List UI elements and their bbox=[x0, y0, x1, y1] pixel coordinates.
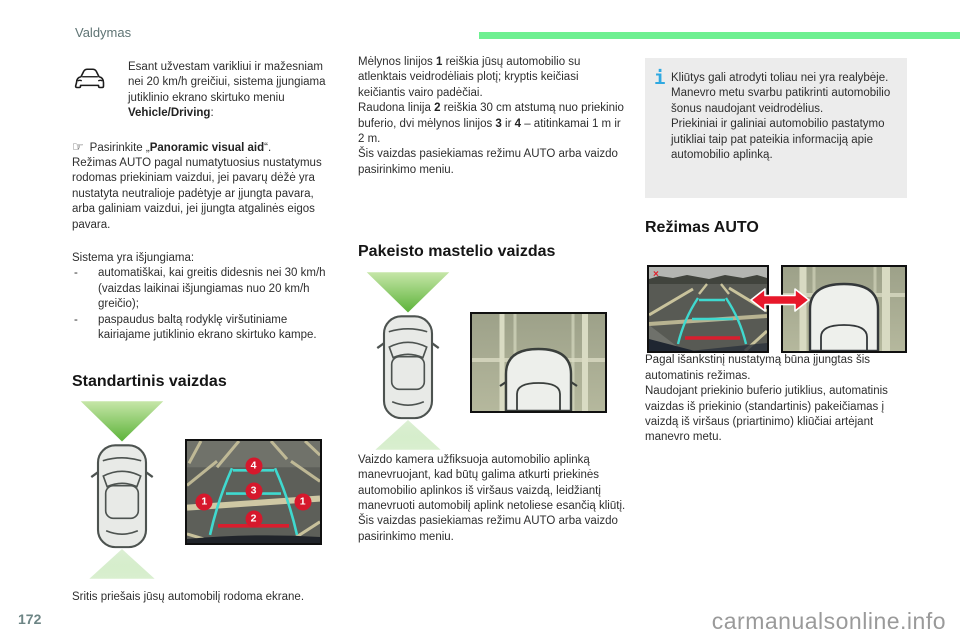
select-option-name: Panoramic visual aid bbox=[149, 141, 265, 154]
close-icon: × bbox=[653, 269, 659, 281]
zoomed-view-paragraph bbox=[358, 453, 628, 545]
note-line: Kliūtys gali atrodyti toliau nei yra realybėje. bbox=[671, 72, 889, 84]
column-right bbox=[645, 58, 907, 446]
standard-view-figure bbox=[72, 401, 334, 581]
marker-ref-4: 4 bbox=[514, 117, 522, 130]
section-label: Valdymas bbox=[75, 25, 132, 40]
text-segment: – atitinkamai 1 m ir 2 m. bbox=[358, 117, 621, 146]
off-title: Sistema yra išjungiama: bbox=[72, 252, 195, 265]
text-segment: Mėlynos linijos bbox=[358, 56, 436, 68]
select-instruction bbox=[72, 139, 334, 233]
guide-line-red bbox=[358, 101, 628, 147]
intro-colon: : bbox=[210, 107, 214, 120]
list-item bbox=[72, 266, 334, 312]
text-segment: Raudona linija bbox=[358, 102, 435, 115]
zoomed-availability: Šis vaizdas pasiekiamas režimu AUTO arba vaizdo pasirinkimo meniu. bbox=[358, 515, 618, 543]
car-top-view-camera-cone bbox=[360, 272, 456, 450]
select-text: Pasirinkite „ bbox=[89, 141, 150, 154]
list-item bbox=[72, 313, 334, 344]
marker-badge-2: 2 bbox=[245, 511, 262, 528]
section-accent-bar bbox=[479, 32, 960, 39]
heading-auto-mode: Režimas AUTO bbox=[645, 219, 759, 236]
car-top-view-camera-cone bbox=[74, 401, 170, 579]
intro-text: Esant užvestam varikliui ir mažesniam nei 20 km/h greičiui, sistema įjungiama jutiklinio ekrano skirtuko meniu bbox=[128, 61, 326, 104]
auto-mode-figure bbox=[645, 247, 907, 343]
text-segment: reiškia jūsų automobilio su atlenktais veidrodėliais plotį; kryptis keičiasi keičiantis vairo padėčiai. bbox=[358, 56, 581, 99]
car-front-icon bbox=[72, 60, 128, 122]
watermark: carmanualsonline.info bbox=[711, 608, 946, 634]
auto-default-text: Pagal išankstinį nustatymą būna įjungtas šis automatinis režimas. bbox=[645, 354, 871, 382]
zoomed-view-figure bbox=[358, 272, 628, 449]
intro-paragraph bbox=[128, 60, 334, 122]
marker-ref-1: 1 bbox=[435, 56, 443, 68]
top-view-scene bbox=[472, 314, 605, 411]
marker-ref-3: 3 bbox=[495, 117, 502, 130]
page-number: 172 bbox=[18, 611, 42, 627]
note-line: Priekiniai ir galiniai automobilio pastatymo jutikliai taip pat pateikia informaciją apie automobilio aplinką. bbox=[671, 118, 885, 162]
marker-badge-4: 4 bbox=[245, 458, 262, 475]
camera-screen-zoomed bbox=[470, 312, 607, 413]
intro-block bbox=[72, 60, 334, 122]
guide-lines-paragraph bbox=[358, 55, 628, 178]
select-line bbox=[72, 139, 334, 156]
hand-pointer-icon: ☞ bbox=[72, 139, 84, 155]
text-segment: reiškia 30 cm atstumą nuo priekinio buferio, dvi mėlynos linijos bbox=[358, 102, 624, 130]
zoomed-description: Vaizdo kamera užfiksuoja automobilio aplinką manevruojant, kad būtų galima atkurti priekinės automobilio aplinkos iš viršaus vaizdą, leidžiantį manevruoti automobilį aplink netoliese esančią kliūtį. bbox=[358, 453, 626, 512]
info-icon: i bbox=[654, 67, 666, 89]
text-segment: ir bbox=[501, 117, 515, 130]
system-off-block bbox=[72, 251, 334, 343]
heading-standard-view: Standartinis vaizdas bbox=[72, 372, 227, 390]
auto-mode-paragraph bbox=[645, 353, 907, 445]
heading-zoomed-view: Pakeisto mastelio vaizdas bbox=[358, 243, 556, 261]
swap-arrow-icon bbox=[748, 286, 812, 314]
marker-badge-3: 3 bbox=[245, 482, 262, 499]
marker-badge-1-left: 1 bbox=[196, 494, 213, 511]
auto-behavior-text: Naudojant priekinio buferio jutiklius, automatinis vaizdas iš priekinio (standartinis) pakeičiamas į vaizdą iš viršaus (priartinimo) kliūčiai artėjant manevro metu. bbox=[645, 385, 888, 444]
column-left bbox=[72, 60, 334, 617]
note-text bbox=[671, 71, 895, 163]
select-detail: Režimas AUTO pagal numatytuosius nustatymus rodomas priekiniam vaizdui, jei pavarų dėžė yra nustatyta neutralioje padėtyje ar įjungta pavara, arba galiniam vaizdui, jei įjungta atgalinės eigos pavara. bbox=[72, 157, 322, 231]
column-middle bbox=[358, 55, 628, 545]
camera-screen-standard bbox=[185, 439, 322, 545]
guide-line-blue bbox=[358, 55, 628, 101]
off-item-1: automatiškai, kai greitis didesnis nei 30 km/h (vaizdas laikinai išjungiamas nuo 20 km/h greičio); bbox=[98, 267, 326, 311]
guide-availability: Šis vaizdas pasiekiamas režimu AUTO arba vaizdo pasirinkimo meniu. bbox=[358, 148, 618, 176]
intro-menu-name: Vehicle/Driving bbox=[128, 107, 211, 120]
marker-badge-1-right: 1 bbox=[294, 494, 311, 511]
info-note-box bbox=[645, 58, 907, 198]
off-item-2: paspaudus baltą rodyklę viršutiniame kairiajame jutiklinio ekrano skirtuko kampe. bbox=[98, 313, 317, 342]
select-quote-close: “. bbox=[264, 141, 272, 154]
figure-caption: Sritis priešais jūsų automobilį rodoma ekrane. bbox=[72, 590, 305, 603]
marker-ref-2: 2 bbox=[434, 102, 441, 115]
note-line: Manevro metu svarbu patikrinti automobilio šonus naudojant veidrodėlius. bbox=[671, 87, 891, 115]
